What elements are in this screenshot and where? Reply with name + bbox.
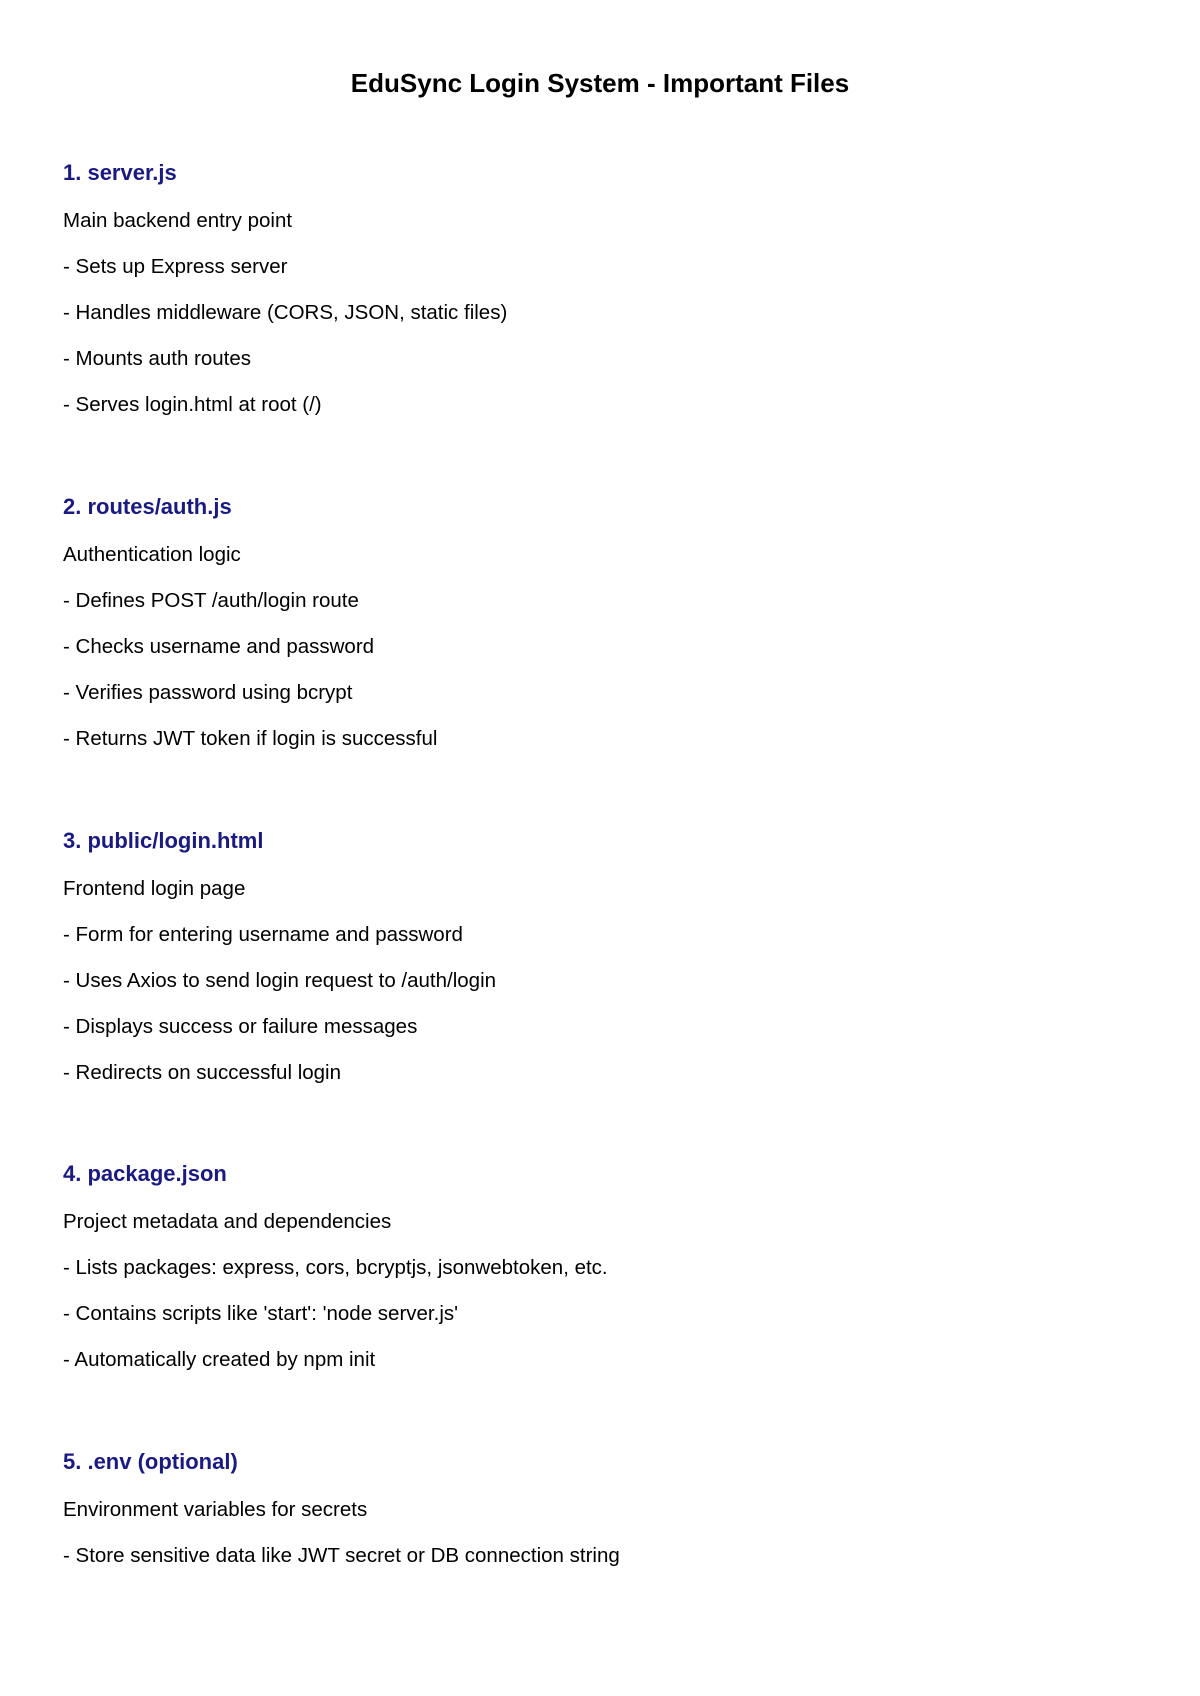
list-item: - Serves login.html at root (/) bbox=[63, 393, 322, 416]
section-description: Authentication logic bbox=[63, 543, 241, 566]
list-item: - Returns JWT token if login is successful bbox=[63, 727, 438, 750]
section-list bbox=[63, 922, 496, 1086]
section-description: Environment variables for secrets bbox=[63, 1498, 368, 1521]
section-heading: 1. server.js bbox=[63, 160, 177, 185]
section-package-json bbox=[63, 1159, 608, 1373]
section-list bbox=[63, 1543, 620, 1569]
section-heading: 2. routes/auth.js bbox=[63, 494, 232, 519]
list-item: - Store sensitive data like JWT secret or DB connection string bbox=[63, 1544, 620, 1567]
section-routes-auth-js bbox=[63, 492, 437, 752]
list-item: - Contains scripts like 'start': 'node server.js' bbox=[63, 1302, 459, 1325]
list-item: - Form for entering username and password bbox=[63, 923, 463, 946]
section-description: Project metadata and dependencies bbox=[63, 1210, 392, 1233]
list-item: - Redirects on successful login bbox=[63, 1061, 342, 1084]
document-title: EduSync Login System - Important Files bbox=[350, 68, 850, 98]
section-server-js bbox=[63, 158, 507, 418]
section-description: Main backend entry point bbox=[63, 209, 293, 232]
list-item: - Lists packages: express, cors, bcryptjs, jsonwebtoken, etc. bbox=[63, 1256, 608, 1279]
section-list bbox=[63, 254, 507, 418]
section-public-login-html bbox=[63, 826, 496, 1086]
section-heading: 3. public/login.html bbox=[63, 828, 264, 853]
list-item: - Uses Axios to send login request to /auth/login bbox=[63, 969, 497, 992]
section-heading: 5. .env (optional) bbox=[63, 1449, 238, 1474]
list-item: - Displays success or failure messages bbox=[63, 1015, 418, 1038]
list-item: - Verifies password using bcrypt bbox=[63, 681, 353, 704]
list-item: - Defines POST /auth/login route bbox=[63, 589, 359, 612]
list-item: - Sets up Express server bbox=[63, 255, 288, 278]
list-item: - Mounts auth routes bbox=[63, 347, 252, 370]
list-item: - Checks username and password bbox=[63, 635, 375, 658]
section-description: Frontend login page bbox=[63, 877, 246, 900]
section-heading: 4. package.json bbox=[63, 1161, 227, 1186]
section-env bbox=[63, 1447, 620, 1569]
list-item: - Automatically created by npm init bbox=[63, 1348, 376, 1371]
section-list bbox=[63, 1255, 608, 1373]
section-list bbox=[63, 588, 437, 752]
list-item: - Handles middleware (CORS, JSON, static files) bbox=[63, 301, 508, 324]
